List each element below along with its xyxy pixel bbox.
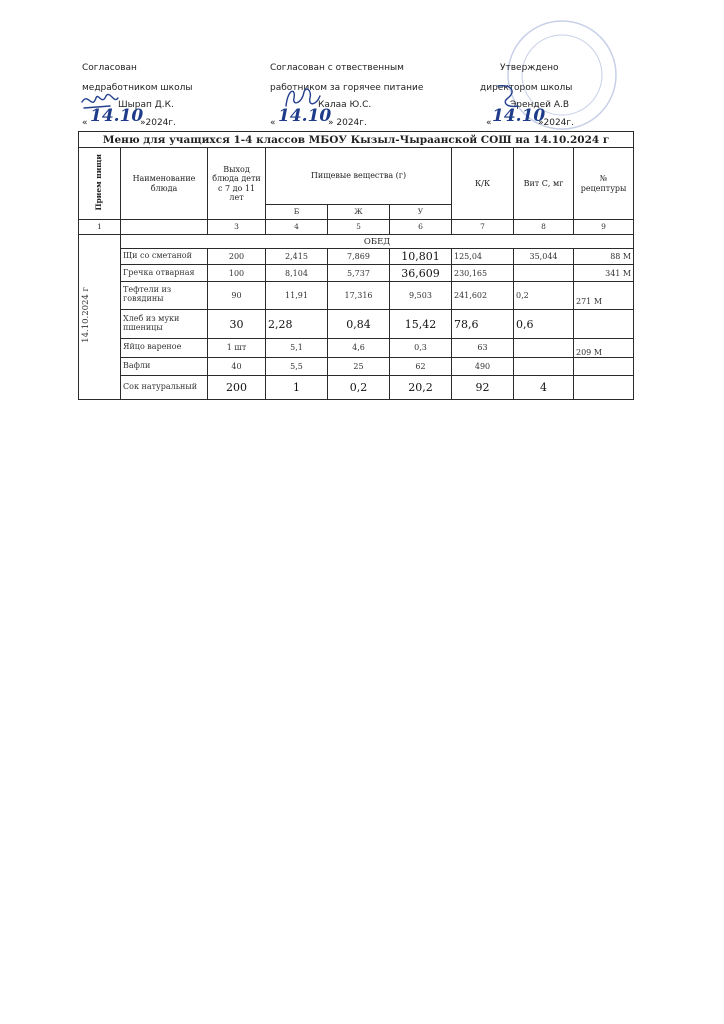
dish-yield: 200 — [208, 376, 266, 400]
dish-yield: 40 — [208, 357, 266, 375]
dish-kk: 241,602 — [452, 281, 514, 309]
dish-recipe — [574, 309, 634, 338]
dish-carbs: 36,609 — [390, 265, 452, 281]
header-protein: Б — [266, 204, 328, 219]
dish-yield: 100 — [208, 265, 266, 281]
col-number: 6 — [390, 219, 452, 234]
approval-date-handwritten: 14.10 — [90, 106, 144, 126]
dish-name: Гречка отварная — [121, 265, 208, 281]
dish-carbs: 10,801 — [390, 249, 452, 265]
dish-protein: 2,415 — [266, 249, 328, 265]
col-number: 1 — [79, 219, 121, 234]
dish-vitc: 0,2 — [514, 281, 574, 309]
dish-name: Щи со сметаной — [121, 249, 208, 265]
approval-role: директором школы — [480, 83, 573, 93]
dish-carbs: 20,2 — [390, 376, 452, 400]
dish-fat: 0,2 — [328, 376, 390, 400]
dish-name: Хлеб из муки пшеницы — [121, 309, 208, 338]
header-nutrients: Пищевые вещества (г) — [266, 148, 452, 204]
dish-kk: 92 — [452, 376, 514, 400]
approval-date-open: « — [486, 118, 492, 128]
approval-date-open: « — [82, 118, 88, 128]
col-number: 4 — [266, 219, 328, 234]
dish-recipe: 341 М — [574, 265, 634, 281]
dish-name: Тефтели из говядины — [121, 281, 208, 309]
section-lunch: ОБЕД — [121, 235, 634, 249]
header-carbs: У — [390, 204, 452, 219]
dish-kk: 490 — [452, 357, 514, 375]
dish-yield: 30 — [208, 309, 266, 338]
menu-title: Меню для учащихся 1-4 классов МБОУ Кызыл-Чыраанской СОШ на 14.10.2024 г — [79, 132, 634, 148]
dish-carbs: 62 — [390, 357, 452, 375]
header-kk: К/К — [452, 148, 514, 220]
dish-fat: 25 — [328, 357, 390, 375]
dish-recipe: 88 М — [574, 249, 634, 265]
col-number: 9 — [574, 219, 634, 234]
dish-fat: 17,316 — [328, 281, 390, 309]
header-yield: Выход блюда дети с 7 до 11 лет — [208, 148, 266, 220]
menu-table — [78, 131, 634, 400]
col-number: 3 — [208, 219, 266, 234]
approval-name: Шырап Д.К. — [118, 100, 174, 110]
dish-name: Вафли — [121, 357, 208, 375]
dish-recipe: 271 М — [574, 281, 634, 309]
dish-yield: 90 — [208, 281, 266, 309]
approval-date-year: »2024г. — [140, 118, 176, 128]
approval-date-open: « — [270, 118, 276, 128]
dish-fat: 0,84 — [328, 309, 390, 338]
header-vitc: Вит С, мг — [514, 148, 574, 220]
approval-role: медработником школы — [82, 83, 193, 93]
approval-role: работником за горячее питание — [270, 83, 424, 93]
dish-fat: 5,737 — [328, 265, 390, 281]
dish-name: Сок натуральный — [121, 376, 208, 400]
dish-carbs: 15,42 — [390, 309, 452, 338]
dish-kk: 230,165 — [452, 265, 514, 281]
header-dish: Наименование блюда — [121, 148, 208, 220]
approval-date-year: » 2024г. — [328, 118, 367, 128]
dish-yield: 200 — [208, 249, 266, 265]
dish-fat: 7,869 — [328, 249, 390, 265]
approval-date-year: »2024г. — [538, 118, 574, 128]
dish-vitc — [514, 357, 574, 375]
day-cell: 14.10.2024 г — [79, 235, 121, 400]
approval-name: Эрендей А.В — [510, 100, 570, 110]
header-fat: Ж — [328, 204, 390, 219]
dish-kk: 78,6 — [452, 309, 514, 338]
dish-protein: 8,104 — [266, 265, 328, 281]
approval-date-handwritten: 14.10 — [492, 106, 546, 126]
signature-responsible — [282, 84, 322, 112]
dish-vitc: 0,6 — [514, 309, 574, 338]
approval-label: Утверждено — [500, 63, 559, 73]
dish-recipe — [574, 357, 634, 375]
dish-vitc — [514, 265, 574, 281]
signature-medical — [80, 88, 120, 112]
dish-kk: 63 — [452, 339, 514, 357]
approval-label: Согласован с отвественным — [270, 63, 404, 73]
dish-protein: 1 — [266, 376, 328, 400]
col-number: 7 — [452, 219, 514, 234]
dish-carbs: 0,3 — [390, 339, 452, 357]
approval-name: Калаа Ю.С. — [318, 100, 372, 110]
dish-protein: 5,1 — [266, 339, 328, 357]
dish-yield: 1 шт — [208, 339, 266, 357]
dish-carbs: 9,503 — [390, 281, 452, 309]
header-recipe: № рецептуры — [574, 148, 634, 220]
col-number: 8 — [514, 219, 574, 234]
dish-name: Яйцо вареное — [121, 339, 208, 357]
dish-recipe: 209 М — [574, 339, 634, 357]
approval-label: Согласован — [82, 63, 137, 73]
dish-fat: 4,6 — [328, 339, 390, 357]
dish-kk: 125,04 — [452, 249, 514, 265]
dish-recipe — [574, 376, 634, 400]
col-number-empty — [121, 219, 208, 234]
dish-vitc: 35,044 — [514, 249, 574, 265]
dish-protein: 2,28 — [266, 309, 328, 338]
dish-vitc — [514, 339, 574, 357]
col-number: 5 — [328, 219, 390, 234]
dish-protein: 11,91 — [266, 281, 328, 309]
signature-director — [492, 82, 522, 112]
approval-date-handwritten: 14.10 — [278, 106, 332, 126]
dish-protein: 5,5 — [266, 357, 328, 375]
header-intake: Прием пищи — [79, 148, 121, 220]
dish-vitc: 4 — [514, 376, 574, 400]
